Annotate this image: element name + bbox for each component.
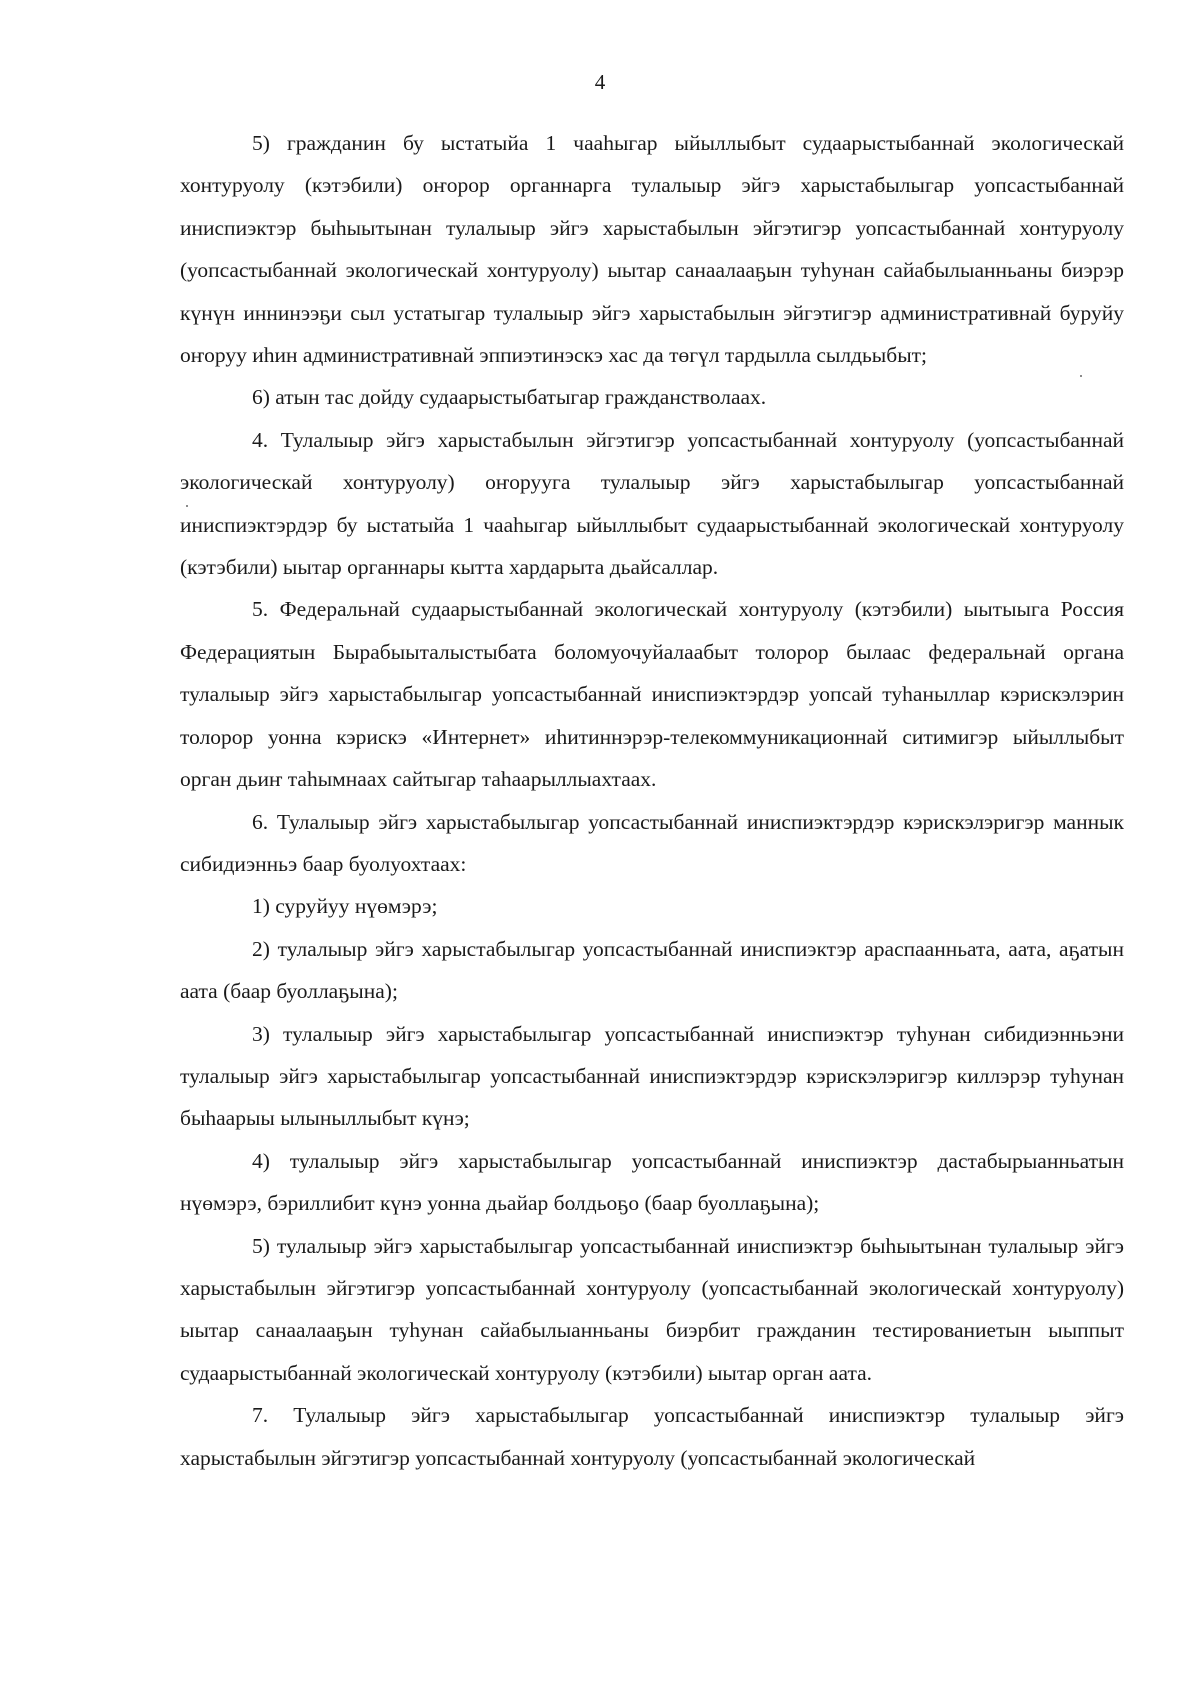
paragraph-item-5: 5) гражданин бу ыстатыйа 1 чааһыгар ыйыллыбыт судаарыстыбаннай экологическай хонтуруолу (кэтэбили) оҥорор органнарга тулалыыр эйгэ харыстабылыгар уопсастыбаннай иниспиэктэр быһыытынан тулалыыр эйгэ харыстабылын эйгэтигэр уопсастыбаннай хонтуруолу (уопсастыбаннай экологическай хонтуруолу) ыытар санаалааҕын туһунан сайабылыанньаны биэрэр күнүн иннинээҕи сыл устатыгар тулалыыр эйгэ харыстабылын эйгэтигэр административнай буруйу оҥоруу иһин административнай эппиэтинэскэ хас да төгүл тардыллa сылдьыбыт; <box>180 131 1124 368</box>
list-item-4: 4) тулалыыр эйгэ харыстабылыгар уопсастыбаннай иниспиэктэр дастабырыанньатын нүөмэрэ, бэриллибит күнэ уонна дьайар болдьоҕо (баар буоллаҕына); <box>180 1148 1124 1216</box>
paragraph-clause-6: 6. Тулалыыр эйгэ харыстабылыгар уопсастыбаннай иниспиэктэрдэр кэрискэлэригэр маннык сибидиэнньэ баар буолуохтаах: <box>180 809 1124 876</box>
paragraph-clause-4: 4. Тулалыыр эйгэ харыстабылын эйгэтигэр уопсастыбаннай хонтуруолу (уопсастыбаннай экологическай хонтуруолу) оҥорууга тулалыыр эйгэ харыстабылыгар уопсастыбаннай иниспиэктэрдэр бу ыстатыйа 1 чааһыгар ыйыллыбыт судаарыстыбаннай экологическай хонтуруолу (кэтэбили) ыытар органнары кытта хардарыта дьайсаллар. <box>180 427 1124 580</box>
paragraph-clause-7: 7. Тулалыыр эйгэ харыстабылыгар уопсастыбаннай иниспиэктэр тулалыыр эйгэ харыстабылын эйгэтигэр уопсастыбаннай хонтуруолу (уопсастыбаннай экологическай <box>180 1403 1124 1470</box>
list-item-2: 2) тулалыыр эйгэ харыстабылыгар уопсастыбаннай иниспиэктэр араспаанньата, аата, аҕатын аата (баар буоллаҕына); <box>180 936 1124 1004</box>
document-body <box>180 122 1124 1479</box>
list-item-1: 1) суруйуу нүөмэрэ; <box>252 894 438 919</box>
list-item-5: 5) тулалыыр эйгэ харыстабылыгар уопсастыбаннай иниспиэктэр быһыытынан тулалыыр эйгэ харыстабылын эйгэтигэр уопсастыбаннай хонтуруолу (уопсастыбаннай экологическай хонтуруолу) ыытар санаалааҕын туһунан сайабылыанньаны биэрбит гражданин тестированиетын ыыппыт судаарыстыбаннай экологическай хонтуруолу (кэтэбили) ыытар орган аата. <box>180 1233 1124 1385</box>
list-item-3: 3) тулалыыр эйгэ харыстабылыгар уопсастыбаннай иниспиэктэр туһунан сибидиэнньэни тулалыыр эйгэ харыстабылыгар уопсастыбаннай иниспиэктэрдэр кэрискэлэригэр киллэрэр туһунан быһаарыы ылыныллыбыт күнэ; <box>180 1021 1124 1131</box>
paragraph-clause-5: 5. Федеральнай судаарыстыбаннай экологическай хонтуруолу (кэтэбили) ыытыыга Россия Федерациятын Бырабыыталыстыбата боломуочуйалаабыт толорор былаас федеральнай органа тулалыыр эйгэ харыстабылыгар уопсастыбаннай иниспиэктэрдэр уопсай туһаныллар кэрискэлэрин толорор уонна кэрискэ «Интернет» иһитиннэрэр-телекоммуникационнай ситимигэр ыйыллыбыт орган дьиҥ таһымнаах сайтыгар таһаарыллыахтаах. <box>180 597 1124 792</box>
paragraph-item-6: 6) атын тас дойду судаарыстыбатыгар гражданстволаах. <box>252 385 767 410</box>
page-number: 4 <box>594 70 606 94</box>
